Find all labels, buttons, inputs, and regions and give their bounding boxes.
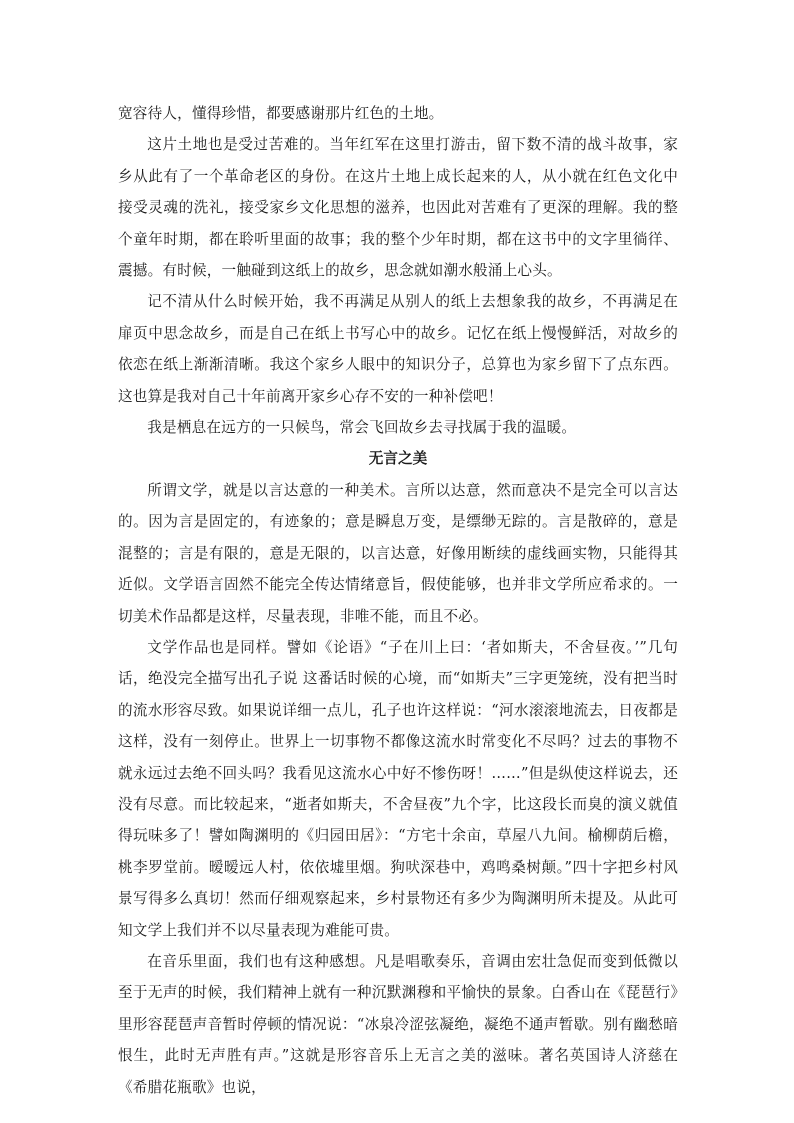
document-body <box>118 98 678 1103</box>
paragraph-migratory-bird: 我是栖息在远方的一只候鸟，常会飞回故乡去寻找属于我的温暖。 <box>147 419 577 437</box>
paragraph-writing-hometown: 记不清从什么时候开始，我不再满足从别人的纸上去想象我的故乡，不再满足在扉页中思念故乡，而是自己在纸上书写心中的故乡。记忆在纸上慢慢鲜活，对故乡的依恋在纸上渐渐清晰。我这个家乡人眼中的知识分子，总算也为家乡留下了点东西。这也算是我对自己十年前离开家乡心存不安的一种补偿吧！ <box>118 293 678 405</box>
section-title: 无言之美 <box>368 450 428 468</box>
paragraph-music: 在音乐里面，我们也有这种感想。凡是唱歌奏乐，音调由宏壮急促而变到低微以至于无声的时候，我们精神上就有一种沉默渊穆和平愉快的景象。白香山在《琵琶行》里形容琵琶声音暂时停顿的情况说：“冰泉冷涩弦凝绝，凝绝不通声暂歇。别有幽愁暗恨生，此时无声胜有声。”这就是形容音乐上无言之美的滋味。著名英国诗人济慈在《希腊花瓶歌》也说， <box>118 952 678 1096</box>
paragraph-red-land: 这片土地也是受过苦难的。当年红军在这里打游击，留下数不清的战斗故事，家乡从此有了一个革命老区的身份。在这片土地上成长起来的人，从小就在红色文化中接受灵魂的洗礼，接受家乡文化思想的滋养，也因此对苦难有了更深的理解。我的整个童年时期，都在聆听里面的故事；我的整个少年时期，都在这书中的文字里徜徉、震撼。有时候，一触碰到这纸上的故乡，思念就如潮水般涌上心头。 <box>118 136 678 280</box>
paragraph-continuation: 宽容待人，懂得珍惜，都要感谢那片红色的土地。 <box>118 105 444 122</box>
paragraph-literary-examples: 文学作品也是同样。譬如《论语》“子在川上曰：‘者如斯夫，不舍昼夜。’”几句话，绝没完全描写出孔子说 这番话时候的心境，而“如斯夫”三字更笼统，没有把当时的流水形容尽致。如果说详细一点儿，孔子也许这样说：“河水滚滚地流去，日夜都是这样，没有一刻停止。世界上一切事物不都像这流水时常变化不尽吗？过去的事物不就永远过去绝不回头吗？我看见这流水心中好不惨伤呀！……”但是纵使这样说去，还没有尽意。而比较起来，“逝者如斯夫，不舍昼夜”九个字，比这段长而臭的演义就值得玩味多了！譬如陶渊明的《归园田居》：“方宅十余亩，草屋八九间。榆柳荫后檐，桃李罗堂前。暧暧远人村，依依墟里烟。狗吠深巷中，鸡鸣桑树颠。”四十字把乡村风景写得多么真切！然而仔细观察起来，乡村景物还有多少为陶渊明所未提及。从此可知文学上我们并不以尽量表现为难能可贵。 <box>118 638 678 939</box>
paragraph-literature-definition: 所谓文学，就是以言达意的一种美术。言所以达意，然而意决不是完全可以言达的。因为言是固定的，有迹象的；意是瞬息万变，是缥缈无踪的。言是散碎的，意是混整的；言是有限的，意是无限的，以言达意，好像用断续的虚线画实物，只能得其近似。文学语言固然不能完全传达情绪意旨，假使能够，也并非文学所应希求的。一切美术作品都是这样，尽量表现，非唯不能，而且不必。 <box>118 481 678 625</box>
